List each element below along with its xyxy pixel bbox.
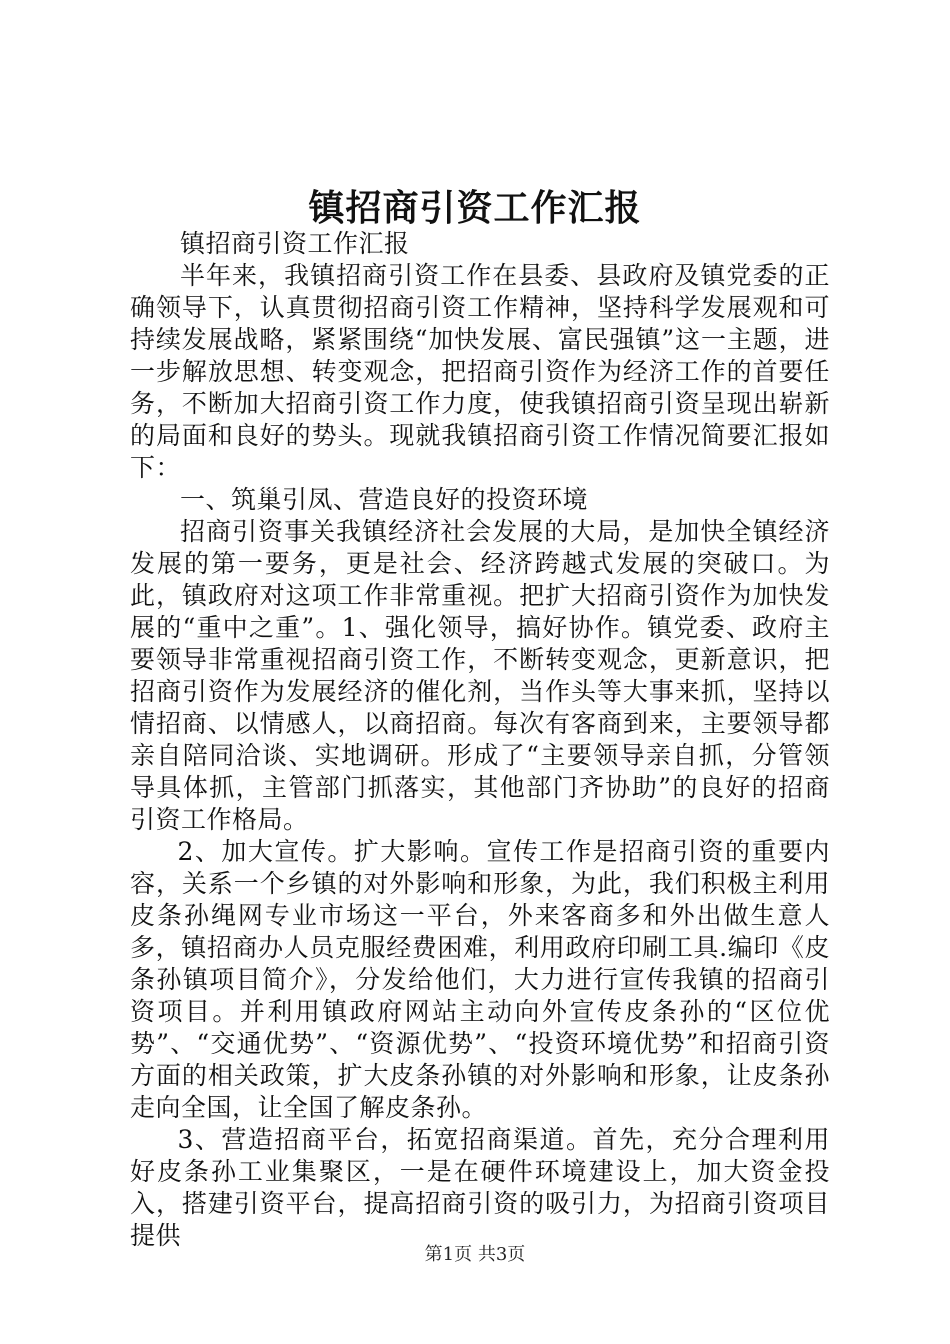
page-number-footer: 第1页 共3页 <box>424 1244 526 1265</box>
document-title: 镇招商引资工作汇报 <box>308 187 642 229</box>
paragraph-section-1: 招商引资事关我镇经济社会发展的大局，是加快全镇经济发展的第一要务，更是社会、经济跨越式发展的突破口。为此，镇政府对这项工作非常重视。把扩大招商引资作为加快发展的“重中之重”。1、强化领导，搞好协作。镇党委、政府主要领导非常重视招商引资工作，不断转变观念，更新意识，把招商引资作为发展经济的催化剂，当作头等大事来抓，坚持以情招商、以情感人，以商招商。每次有客商到来，主要领导都亲自陪同洽谈、实地调研。形成了“主要领导亲自抓，分管领导具体抓，主管部门抓落实，其他部门齐协助”的良好的招商引资工作格局。 <box>130 517 830 834</box>
paragraph-item-2: 2、加大宣传。扩大影响。宣传工作是招商引资的重要内容，关系一个乡镇的对外影响和形象，为此，我们积极主利用皮条孙绳网专业市场这一平台，外来客商多和外出做生意人多，镇招商办人员克服经费困难，利用政府印刷工具.编印《皮条孙镇项目简介》，分发给他们，大力进行宣传我镇的招商引资项目。并利用镇政府网站主动向外宣传皮条孙的“区位优势”、“交通优势”、“资源优势”、“投资环境优势”和招商引资方面的相关政策，扩大皮条孙镇的对外影响和形象，让皮条孙走向全国，让全国了解皮条孙。 <box>130 837 830 1122</box>
document-body <box>130 228 830 1252</box>
paragraph-item-3: 3、营造招商平台，拓宽招商渠道。首先，充分合理利用好皮条孙工业集聚区，一是在硬件环境建设上，加大资金投入，搭建引资平台，提高招商引资的吸引力，为招商引资项目提供 <box>130 1125 830 1250</box>
paragraph-subtitle: 镇招商引资工作汇报 <box>180 229 410 258</box>
paragraph-intro: 半年来，我镇招商引资工作在县委、县政府及镇党委的正确领导下，认真贯彻招商引资工作精神，坚持科学发展观和可持续发展战略，紧紧围绕“加快发展、富民强镇”这一主题，进一步解放思想、转变观念，把招商引资作为经济工作的首要任务，不断加大招商引资工作力度，使我镇招商引资呈现出崭新的局面和良好的势头。现就我镇招商引资工作情况简要汇报如下： <box>130 261 830 482</box>
section-heading-1: 一、筑巢引凤、营造良好的投资环境 <box>180 485 589 514</box>
